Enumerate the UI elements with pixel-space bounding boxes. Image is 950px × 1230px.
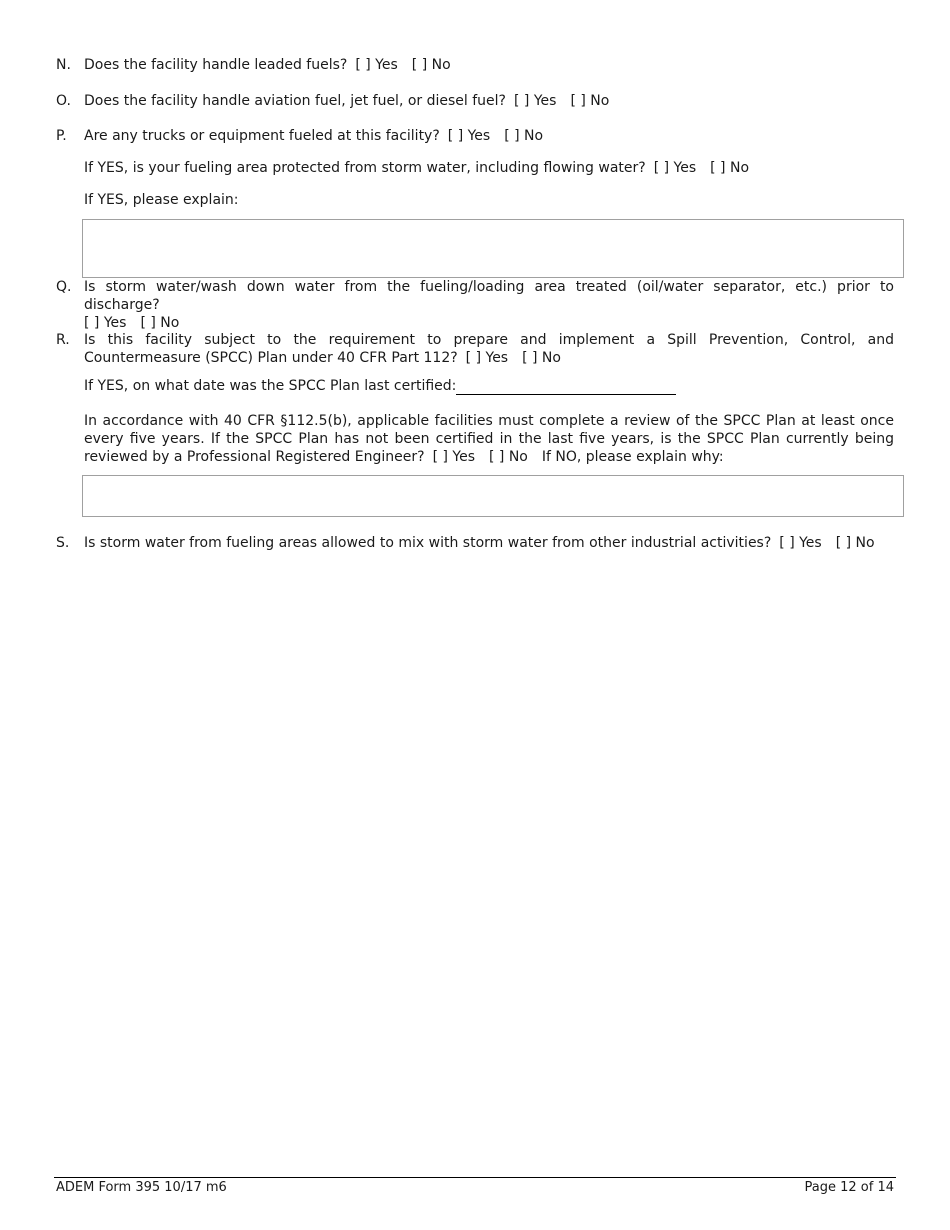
explain-no-label: If NO, please explain why:	[541, 449, 724, 465]
spcc-date-prompt: If YES, on what date was the SPCC Plan last certified:	[84, 378, 457, 394]
footer-divider	[54, 1177, 896, 1178]
question-letter: R.	[56, 332, 70, 348]
question-text: Is this facility subject to the requirement to prepare and implement a Spill Prevention, Control, and Countermeasure (SPCC) Plan under 40 CFR Part 112?	[84, 332, 894, 366]
question-p-followup	[84, 159, 894, 177]
question-p	[56, 127, 894, 145]
no-checkbox[interactable]: [ ] No	[522, 350, 561, 366]
yes-checkbox[interactable]: [ ] Yes	[447, 128, 491, 144]
no-checkbox[interactable]: [ ] No	[835, 535, 875, 551]
spcc-date-row	[84, 377, 894, 395]
question-s	[56, 534, 894, 552]
yes-checkbox[interactable]: [ ] Yes	[779, 535, 822, 551]
followup-text: If YES, is your fueling area protected from storm water, including flowing water?	[84, 160, 646, 176]
question-letter: N.	[56, 57, 71, 73]
question-text: Is storm water/wash down water from the fueling/loading area treated (oil/water separator, etc.) prior to discharge?	[84, 279, 894, 313]
no-checkbox[interactable]: [ ] No	[710, 160, 750, 176]
question-text: Does the facility handle leaded fuels?	[84, 57, 348, 73]
question-text: Does the facility handle aviation fuel, jet fuel, or diesel fuel?	[84, 93, 506, 109]
question-n	[56, 56, 894, 74]
form-identifier: ADEM Form 395 10/17 m6	[56, 1180, 227, 1195]
question-q	[56, 278, 894, 332]
yes-checkbox[interactable]: [ ] Yes	[355, 57, 398, 73]
question-letter: Q.	[56, 279, 72, 295]
no-checkbox[interactable]: [ ] No	[411, 57, 451, 73]
spcc-explanation-field[interactable]	[82, 475, 904, 517]
yes-checkbox[interactable]: [ ] Yes	[653, 160, 697, 176]
spcc-review-paragraph	[84, 412, 894, 466]
page-number: Page 12 of 14	[804, 1180, 894, 1195]
question-r	[56, 331, 894, 367]
question-o	[56, 92, 894, 110]
fueling-area-explanation-field[interactable]	[82, 219, 904, 278]
yes-checkbox[interactable]: [ ] Yes	[432, 449, 475, 465]
spcc-review-text: In accordance with 40 CFR §112.5(b), applicable facilities must complete a review of the SPCC Plan at least once every five years. If the SPCC Plan has not been certified in the last five years, is the SPCC Plan currently being reviewed by a Professional Registered Engineer?	[84, 413, 894, 465]
question-letter: O.	[56, 93, 71, 109]
question-text: Is storm water from fueling areas allowed to mix with storm water from other industrial activities?	[84, 535, 772, 551]
no-checkbox[interactable]: [ ] No	[570, 93, 610, 109]
question-p-explain-label: If YES, please explain:	[84, 192, 239, 208]
question-letter: P.	[56, 128, 67, 144]
no-checkbox[interactable]: [ ] No	[489, 449, 528, 465]
question-letter: S.	[56, 535, 70, 551]
yes-checkbox[interactable]: [ ] Yes	[465, 350, 509, 366]
no-checkbox[interactable]: [ ] No	[504, 128, 544, 144]
yes-checkbox[interactable]: [ ] Yes	[84, 315, 127, 331]
yes-checkbox[interactable]: [ ] Yes	[514, 93, 557, 109]
question-text: Are any trucks or equipment fueled at this facility?	[84, 128, 440, 144]
no-checkbox[interactable]: [ ] No	[140, 315, 180, 331]
spcc-certified-date-field[interactable]	[456, 380, 676, 395]
